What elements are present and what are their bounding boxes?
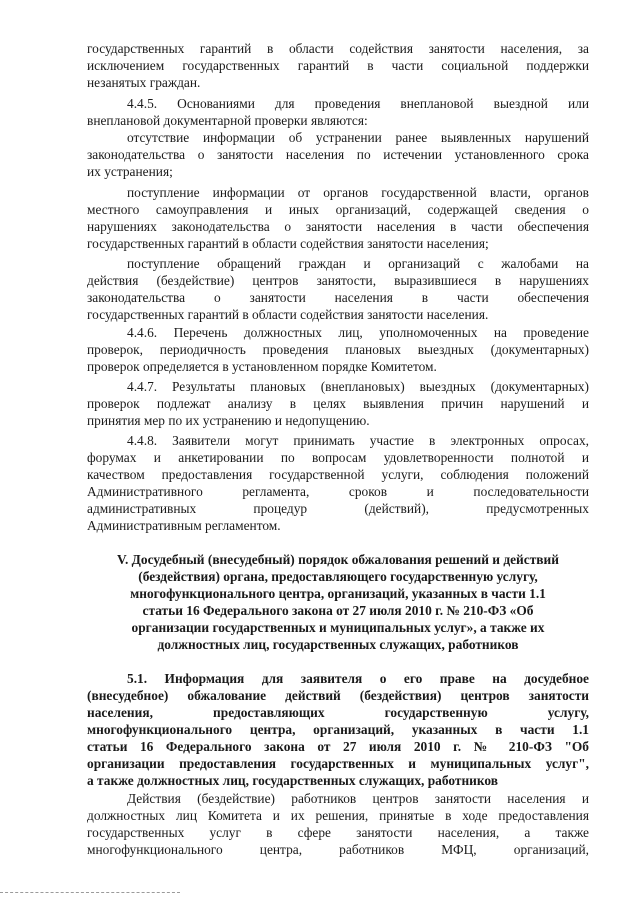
- subsection-heading-line: а также должностных лиц, государственных служащих, работников: [87, 773, 499, 788]
- section-heading-line: статьи 16 Федерального закона от 27 июля 2010 г. № 210-ФЗ «Об: [142, 603, 534, 618]
- text-line: отсутствие информации об устранении ранее выявленных нарушений: [127, 130, 589, 145]
- subsection-heading-line: организации предоставления государственных и муниципальных услуг",: [87, 756, 589, 771]
- subsection-heading-line: многофункционального центра, организаций, указанных в части 1.1: [87, 722, 589, 737]
- text-line: 4.4.8. Заявители могут принимать участие в электронных опросах,: [127, 433, 589, 448]
- text-line: административных процедур (действий), предусмотренных: [87, 501, 589, 516]
- text-line: поступление информации от органов государственной власти, органов: [127, 185, 589, 200]
- text-line: 4.4.7. Результаты плановых (внеплановых) выездных (документарных): [127, 379, 589, 394]
- text-line: исключением государственных гарантий в части социальной поддержки: [87, 58, 589, 73]
- text-line: законодательства о занятости населения по истечении установленного срока: [87, 147, 589, 162]
- section-heading-line: организации государственных и муниципальных услуг», а также их: [131, 620, 545, 635]
- text-line: 4.4.5. Основаниями для проведения внеплановой выездной или: [127, 96, 589, 111]
- scan-edge-divider: [0, 892, 180, 893]
- text-line: нарушениях законодательства о занятости населения в части обеспечения: [87, 219, 589, 234]
- text-line: местного самоуправления и иных организаций, содержащей сведения о: [87, 202, 589, 217]
- section-heading-line: V. Досудебный (внесудебный) порядок обжалования решений и действий: [117, 552, 559, 567]
- text-line: незанятых граждан.: [87, 75, 201, 90]
- text-line: качеством предоставления государственной услуги, соблюдения положений: [87, 467, 589, 482]
- text-line: государственных услуг в сфере занятости населения, а также: [87, 825, 589, 840]
- text-line: внеплановой документарной проверки являются:: [87, 113, 368, 128]
- text-line: государственных гарантий в области содействия занятости населения, за: [87, 41, 589, 56]
- text-line: законодательства о занятости населения в части обеспечения: [87, 290, 589, 305]
- subsection-heading-line: 5.1. Информация для заявителя о его праве на досудебное: [127, 671, 589, 686]
- section-heading-line: многофункционального центра, организаций, указанных в части 1.1: [130, 586, 546, 601]
- text-line: 4.4.6. Перечень должностных лиц, уполномоченных на проведение: [127, 325, 589, 340]
- text-line: проверок подлежат анализу в целях выявления причин нарушений и: [87, 396, 589, 411]
- subsection-heading-line: статьи 16 Федерального закона от 27 июля 2010 г. № 210-ФЗ "Об: [87, 739, 589, 754]
- section-heading-line: (бездействия) органа, предоставляющего государственную услугу,: [138, 569, 538, 584]
- text-line: действия (бездействие) центров занятости, выразившиеся в нарушениях: [87, 273, 589, 288]
- section-heading-line: должностных лиц, государственных служащих, работников: [157, 637, 519, 652]
- text-line: должностных лиц Комитета и их решения, принятые в ходе предоставления: [87, 808, 589, 823]
- text-line: форумах и анкетировании по вопросам удовлетворенности полнотой и: [87, 450, 589, 465]
- text-line: государственных гарантий в области содействия занятости населения;: [87, 236, 489, 251]
- text-line: Административным регламентом.: [87, 518, 281, 533]
- subsection-heading-line: населения, предоставляющих государственную услугу,: [87, 705, 589, 720]
- text-line: Административного регламента, сроков и последовательности: [87, 484, 589, 499]
- text-line: проверок, периодичность проведения плановых выездных (документарных): [87, 342, 589, 357]
- text-line: многофункционального центра, работников МФЦ, организаций,: [87, 842, 589, 857]
- text-line: Действия (бездействие) работников центров занятости населения и: [127, 791, 589, 806]
- text-line: проверок определяется в установленном порядке Комитетом.: [87, 359, 437, 374]
- text-line: их устранения;: [87, 164, 173, 179]
- subsection-heading-line: (внесудебное) обжалование действий (бездействия) центров занятости: [87, 688, 589, 703]
- text-line: принятия мер по их устранению и недопущению.: [87, 413, 370, 428]
- text-line: государственных гарантий в области содействия занятости населения.: [87, 307, 489, 322]
- text-line: поступление обращений граждан и организаций с жалобами на: [127, 256, 589, 271]
